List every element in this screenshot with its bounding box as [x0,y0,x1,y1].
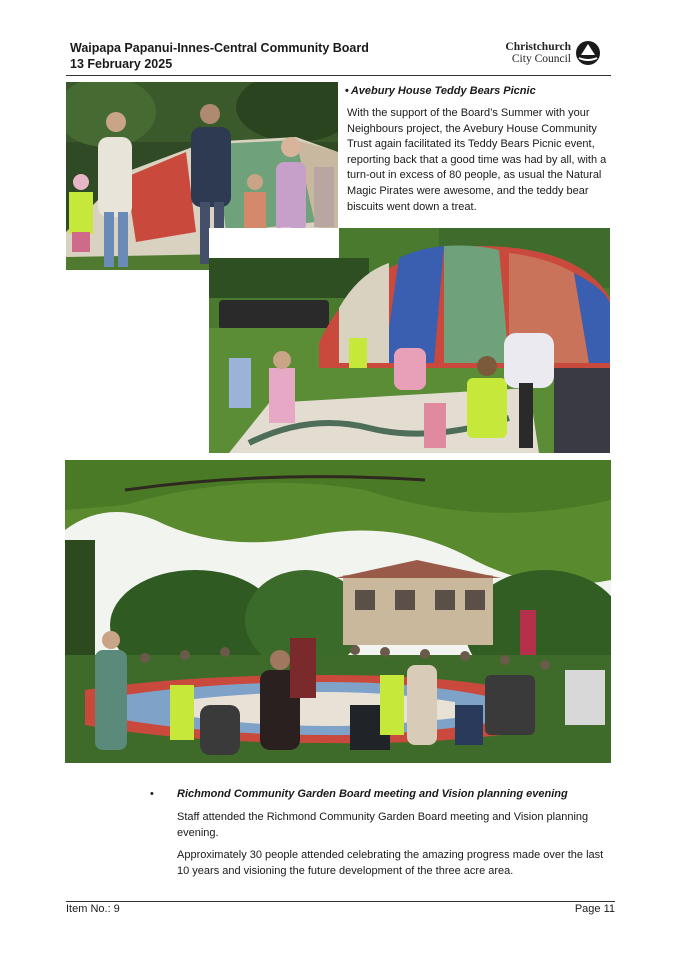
logo-line-1: Christchurch [505,41,571,53]
richmond-garden-paragraph-1: Staff attended the Richmond Community Garden Board meeting and Vision planning evening. [177,811,589,839]
page-number: Page 11 [574,903,615,915]
teddy-picnic-title: Avebury House Teddy Bears Picnic [350,85,536,97]
richmond-garden-paragraph-2: Approximately 30 people attended celebrating the amazing progress made over the last 10 years and visioning the future development of the three acre area. [177,849,604,877]
photo-avebury-house-picnic [65,460,611,763]
header-rule [66,75,611,76]
report-date: 13 February 2025 [70,57,173,71]
council-logo [497,40,601,70]
teddy-picnic-body: With the support of the Board’s Summer with your Neighbours project, the Avebury House Community Trust again facilitated its Teddy Bears Picnic event, reporting back that a good time was had by all, with a turn-out in excess of 80 people, as usual the Natural Magic Pirates were awesome, and the teddy bear biscuits went down a treat. [347,107,607,213]
bullet: • [150,788,154,800]
richmond-garden-heading: Richmond Community Garden Board meeting and Vision planning evening [177,788,568,800]
report-header [70,40,369,72]
ccc-logo-icon [575,40,601,66]
logo-line-2: City Council [511,53,571,65]
photo-children-under-parachute [209,228,610,453]
bullet: • [345,85,349,97]
footer-rule [66,901,615,902]
board-name: Waipapa Papanui-Innes-Central Community Board [70,41,369,55]
item-number: Item No.: 9 [66,903,120,915]
teddy-picnic-heading [345,84,536,98]
